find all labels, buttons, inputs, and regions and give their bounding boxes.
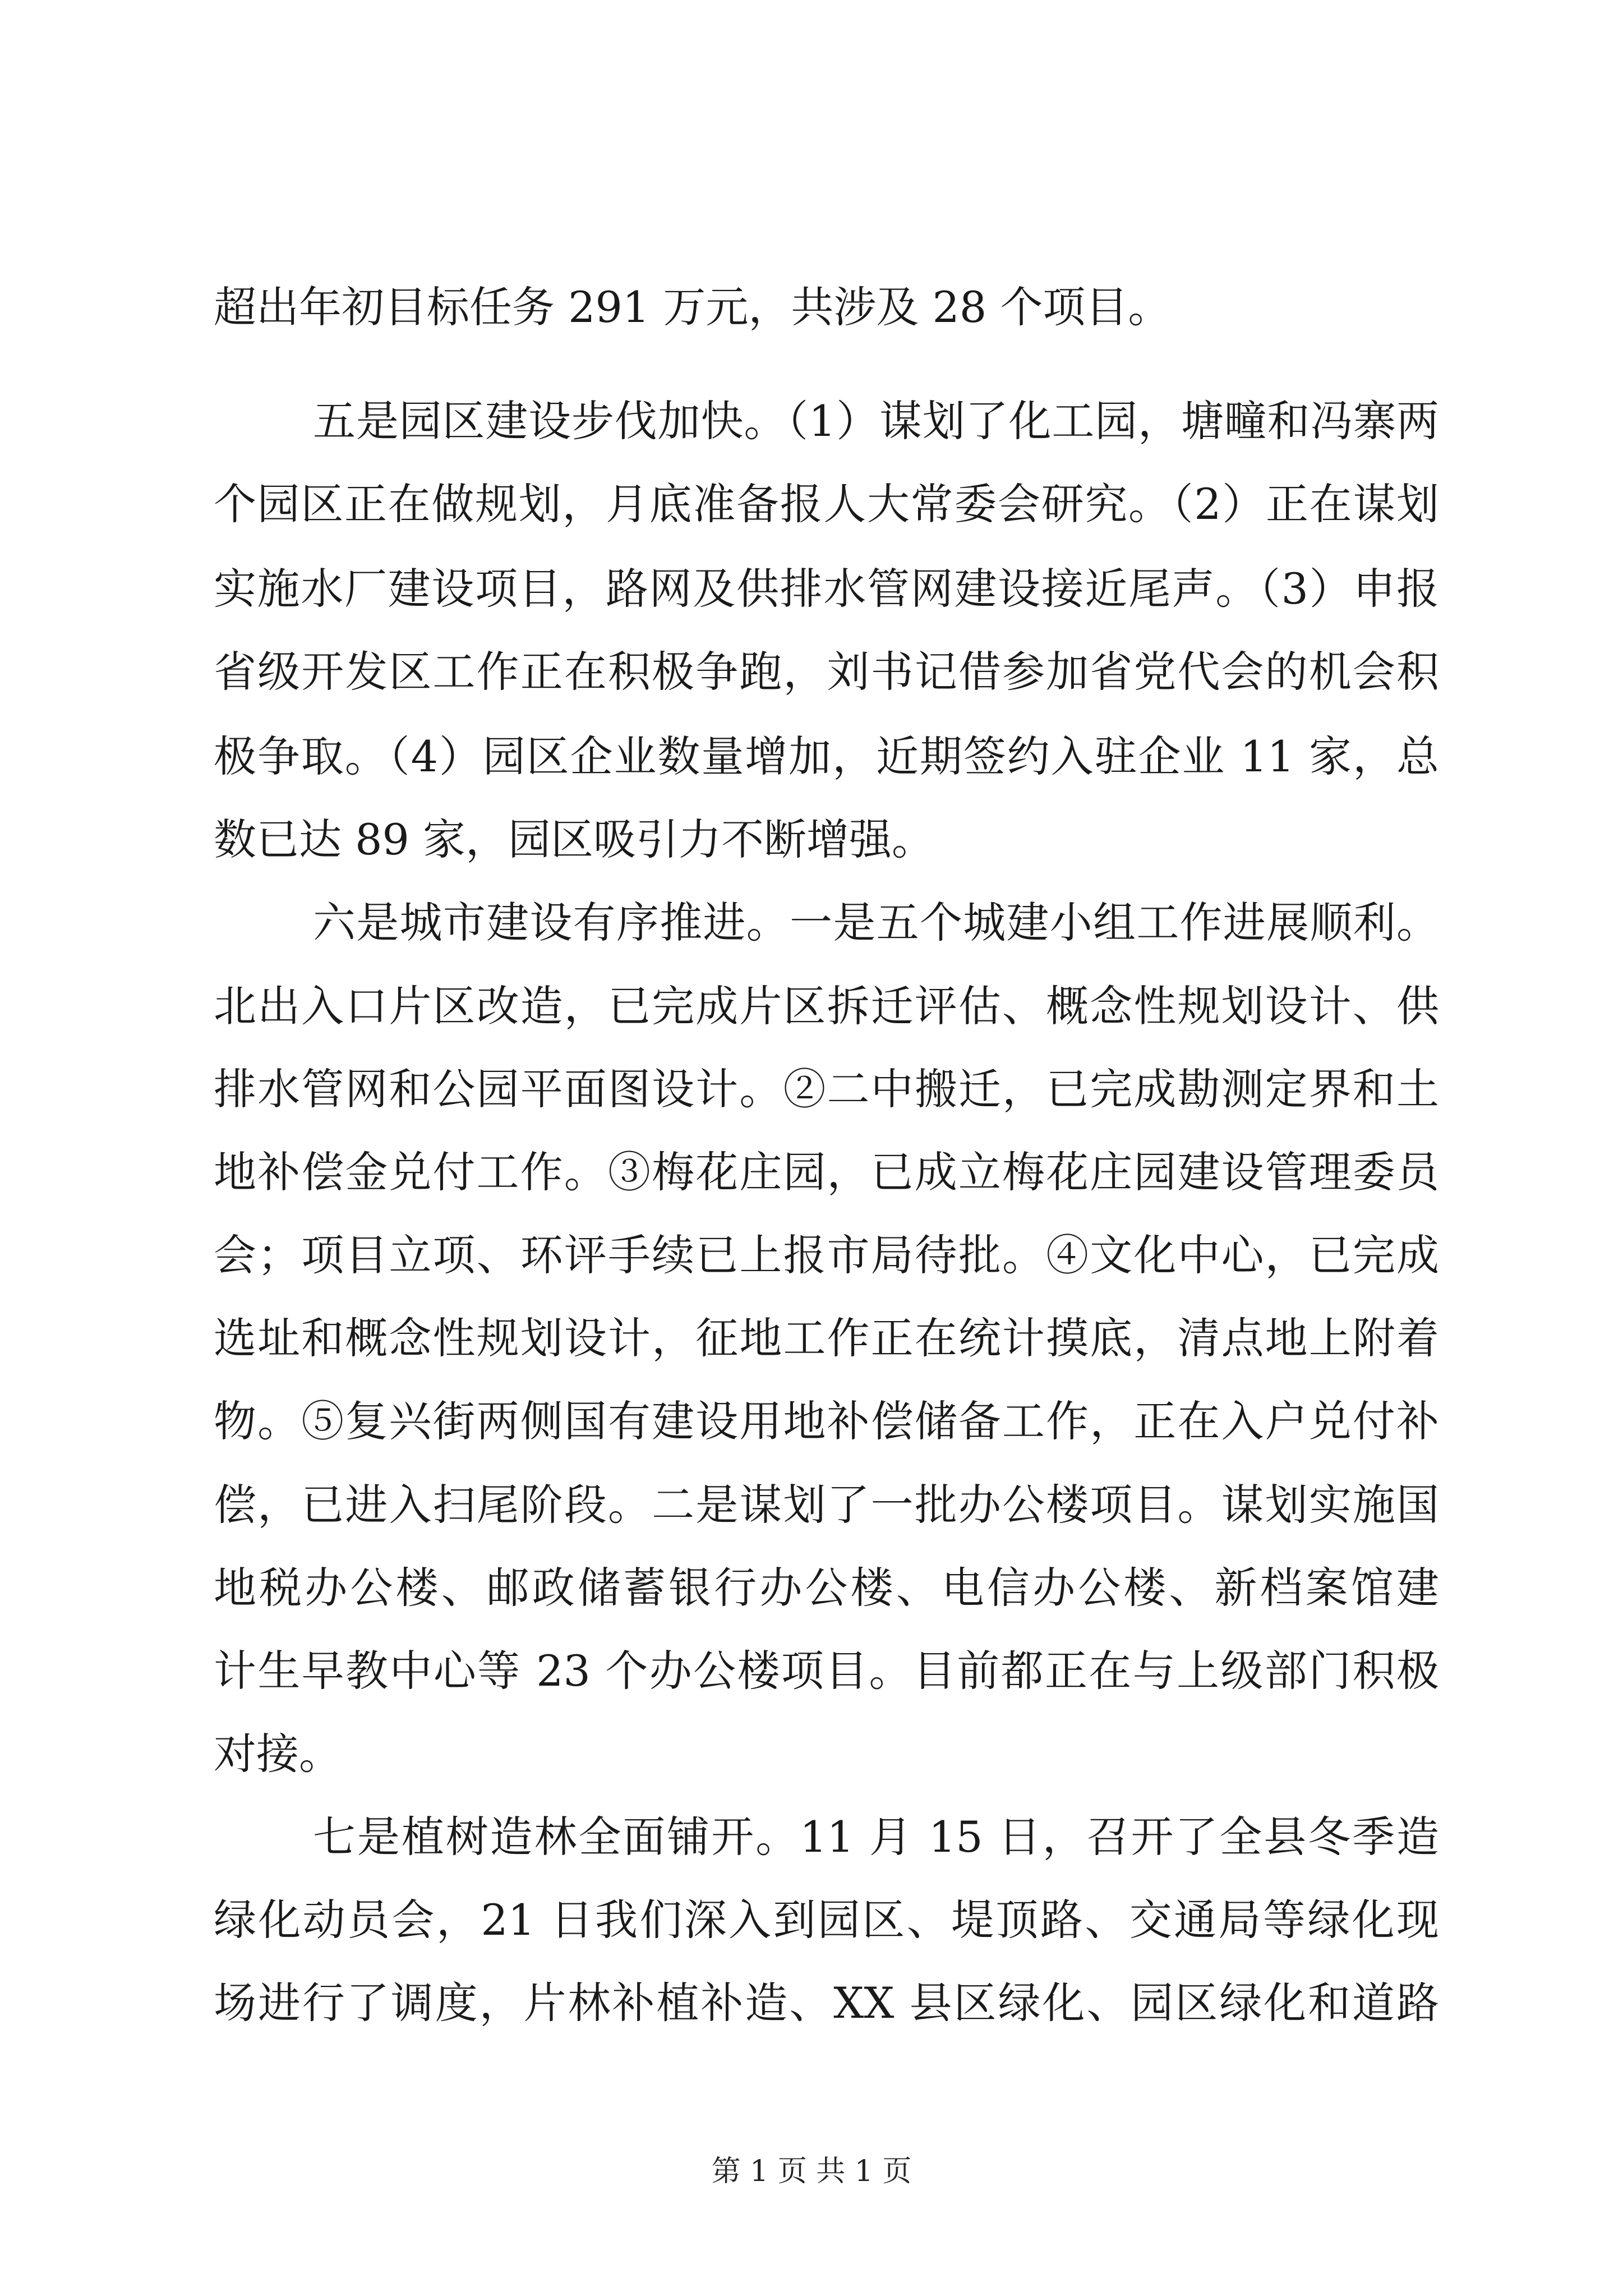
body-line: 场进行了调度，片林补植补造、XX 县区绿化、园区绿化和道路 [214,1978,1439,2028]
body-line: 数已达 89 家，园区吸引力不断增强。 [214,815,935,864]
body-line: 实施水厂建设项目，路网及供排水管网建设接近尾声。（3）申报 [214,564,1439,614]
page-footer: 第 1 页 共 1 页 [711,2155,912,2188]
body-line: 计生早教中心等 23 个办公楼项目。目前都正在与上级部门积极 [214,1646,1439,1696]
body-line: 绿化动员会，21 日我们深入到园区、堤顶路、交通局等绿化现 [214,1895,1439,1945]
paragraph-first-line: 五是园区建设步伐加快。（1）谋划了化工园，塘疃和冯寨两 [313,396,1439,446]
body-line: 超出年初目标任务 291 万元，共涉及 28 个项目。 [214,282,1171,332]
body-line: 偿，已进入扫尾阶段。二是谋划了一批办公楼项目。谋划实施国 [214,1480,1439,1530]
body-line: 对接。 [214,1729,342,1779]
paragraph-first-line: 七是植树造林全面铺开。11 月 15 日，召开了全县冬季造 [313,1812,1439,1862]
body-line: 地税办公楼、邮政储蓄银行办公楼、电信办公楼、新档案馆建 [214,1563,1439,1613]
body-line: 省级开发区工作正在积极争跑，刘书记借参加省党代会的机会积 [214,647,1439,697]
paragraph-first-line: 六是城市建设有序推进。一是五个城建小组工作进展顺利。 [313,898,1439,947]
body-line: 北出入口片区改造，已完成片区拆迁评估、概念性规划设计、供 [214,981,1439,1031]
body-line: 选址和概念性规划设计，征地工作正在统计摸底，清点地上附着 [214,1313,1439,1363]
body-line: 排水管网和公园平面图设计。②二中搬迁，已完成勘测定界和土 [214,1064,1439,1114]
body-line: 极争取。（4）园区企业数量增加，近期签约入驻企业 11 家，总 [214,731,1439,781]
body-line: 地补偿金兑付工作。③梅花庄园，已成立梅花庄园建设管理委员 [214,1147,1439,1197]
body-line: 物。⑤复兴街两侧国有建设用地补偿储备工作，正在入户兑付补 [214,1396,1439,1446]
body-line: 个园区正在做规划，月底准备报人大常委会研究。（2）正在谋划 [214,479,1439,529]
body-line: 会；项目立项、环评手续已上报市局待批。④文化中心，已完成 [214,1230,1439,1280]
